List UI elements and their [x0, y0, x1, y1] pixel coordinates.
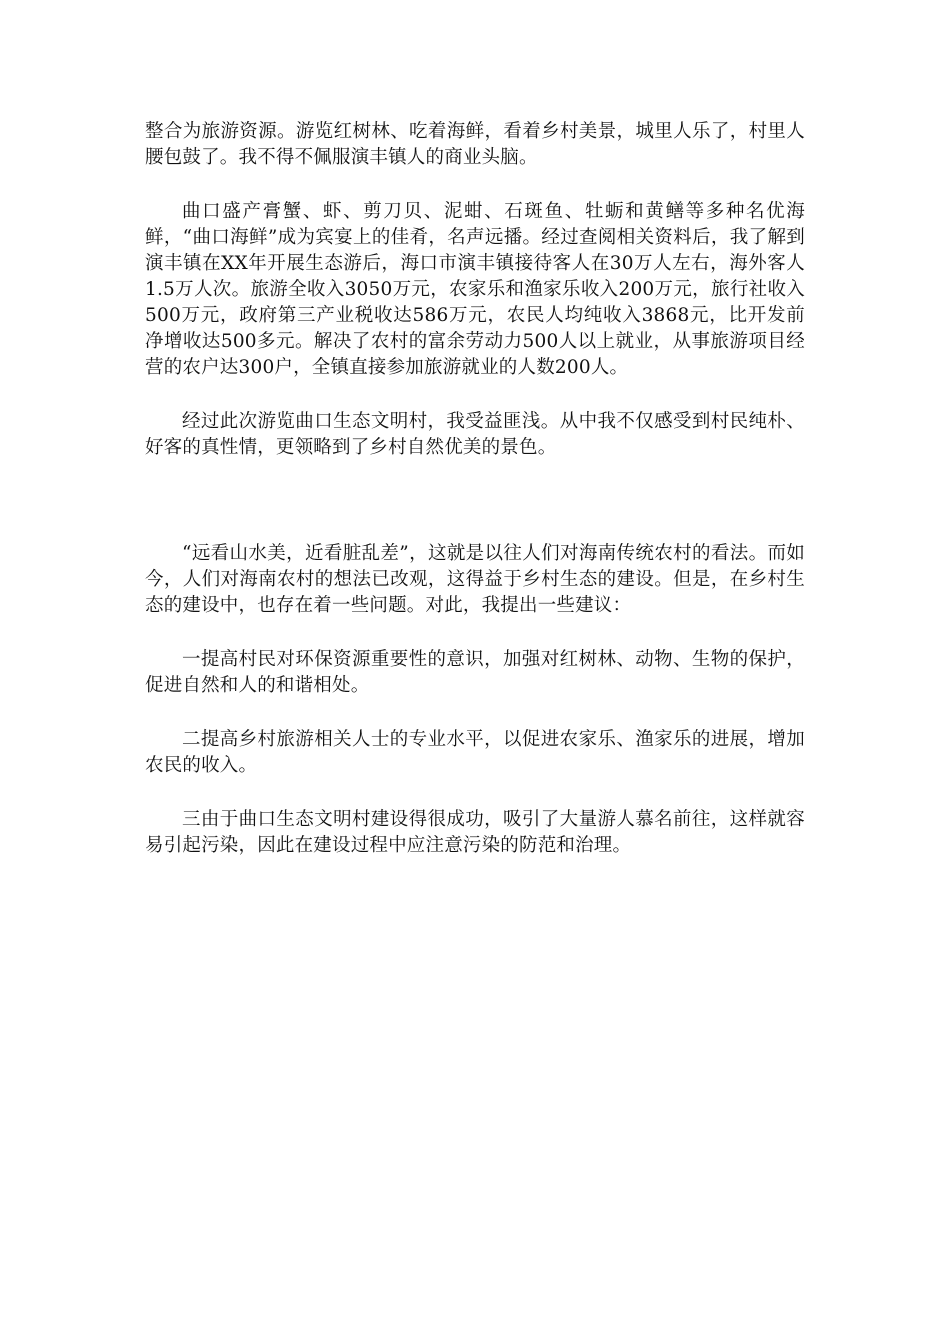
paragraph-continuation: 整合为旅游资源。游览红树林、吃着海鲜，看着乡村美景，城里人乐了，村里人腰包鼓了。我不得不佩服演丰镇人的商业头脑。: [145, 121, 805, 168]
paragraph-reflection: 经过此次游览曲口生态文明村，我受益匪浅。从中我不仅感受到村民纯朴、好客的真性情，更领略到了乡村自然优美的景色。: [145, 411, 805, 458]
paragraph-seafood-statistics: 曲口盛产膏蟹、虾、剪刀贝、泥蚶、石斑鱼、牡蛎和黄鳝等多种名优海鲜，“曲口海鲜”成为宾宴上的佳肴，名声远播。经过查阅相关资料后，我了解到演丰镇在XX年开展生态游后，海口市演丰镇接待客人在30万人左右，海外客人1.5万人次。旅游全收入3050万元，农家乐和渔家乐收入200万元，旅行社收入500万元，政府第三产业税收达586万元，农民人均纯收入3868元，比开发前净增收达500多元。解决了农村的富余劳动力500人以上就业，从事旅游项目经营的农户达300户，全镇直接参加旅游就业的人数200人。: [145, 201, 805, 378]
paragraph-suggestion-3: 三由于曲口生态文明村建设得很成功，吸引了大量游人慕名前往，这样就容易引起污染，因此在建设过程中应注意污染的防范和治理。: [145, 809, 805, 856]
document-page: [145, 119, 805, 859]
paragraph-suggestion-1: 一提高村民对环保资源重要性的意识，加强对红树林、动物、生物的保护，促进自然和人的和谐相处。: [145, 649, 805, 696]
paragraph-suggestions-intro: “远看山水美，近看脏乱差”，这就是以往人们对海南传统农村的看法。而如今，人们对海南农村的想法已改观，这得益于乡村生态的建设。但是，在乡村生态的建设中，也存在着一些问题。对此，我提出一些建议：: [145, 543, 805, 616]
paragraph-suggestion-2: 二提高乡村旅游相关人士的专业水平，以促进农家乐、渔家乐的进展，增加农民的收入。: [145, 729, 805, 776]
